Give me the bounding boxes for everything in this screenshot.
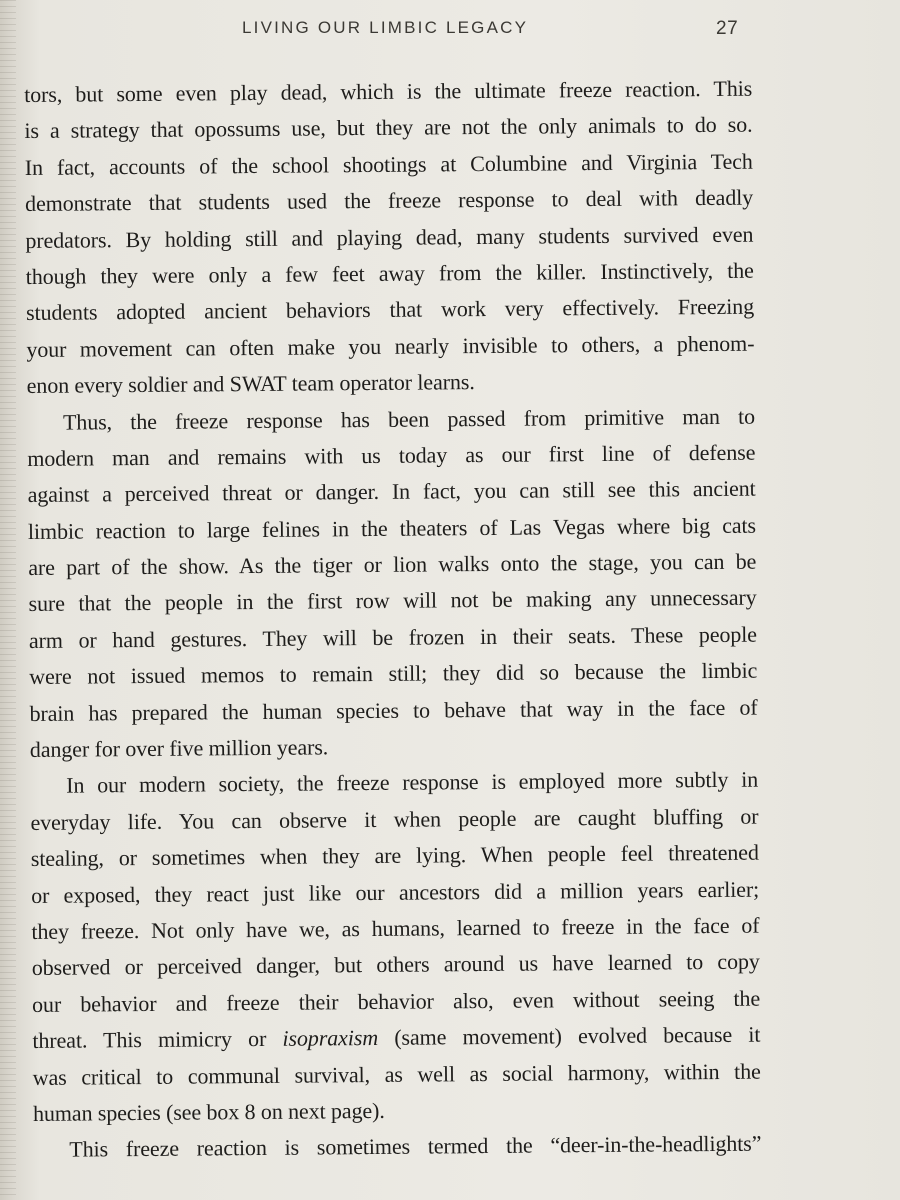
text-line: though they were only a few feet away from the killer. Instinctively, the xyxy=(25,257,754,289)
text-line: or exposed, they react just like our ancestors did a million years earlier; xyxy=(31,876,760,908)
text-line: is a strategy that opossums use, but they are not the only animals to do so. xyxy=(24,112,753,144)
text-line: they freeze. Not only have we, as humans, learned to freeze in the face of xyxy=(31,912,760,944)
running-head-title: LIVING OUR LIMBIC LEGACY xyxy=(242,18,529,37)
text-line: sure that the people in the first row will not be making any unnecessary xyxy=(28,585,757,617)
text-line: demonstrate that students used the freeze response to deal with deadly xyxy=(24,184,754,217)
text-line: against a perceived threat or danger. In fact, you can still see this ancient xyxy=(27,475,756,508)
text-line: In our modern society, the freeze response is employed more subtly in xyxy=(66,767,759,799)
italic-term: isopraxism xyxy=(282,1025,379,1051)
page-number: 27 xyxy=(716,18,739,39)
text-segment: threat. This mimicry or xyxy=(32,1025,283,1054)
text-line: arm or hand gestures. They will be frozen in their seats. These people xyxy=(28,621,757,653)
text-line: human species (see box 8 on next page). xyxy=(32,1097,385,1126)
text-line: In fact, accounts of the school shootings at Columbine and Virginia Tech xyxy=(24,148,753,180)
text-line: brain has prepared the human species to behave that way in the face of xyxy=(29,694,758,726)
text-line: predators. By holding still and playing dead, many students survived even xyxy=(25,221,754,253)
text-line: stealing, or sometimes when they are lying. When people feel threatened xyxy=(30,839,759,872)
text-line: our behavior and freeze their behavior also, even without seeing the xyxy=(31,985,761,1017)
text-line: danger for over five million years. xyxy=(29,734,329,763)
text-line: are part of the show. As the tiger or lion walks onto the stage, you can be xyxy=(28,548,757,581)
page-stack-edge xyxy=(0,0,16,1200)
text-line: modern man and remains with us today as our first line of defense xyxy=(27,439,756,471)
text-line: This freeze reaction is sometimes termed the “deer-in-the-headlights” xyxy=(69,1130,762,1162)
body-text xyxy=(24,71,761,1169)
text-line: was critical to communal survival, as well as social harmony, within the xyxy=(32,1058,761,1090)
text-line: observed or perceived danger, but others around us have learned to copy xyxy=(31,948,760,981)
text-line: students adopted ancient behaviors that work very effectively. Freezing xyxy=(25,293,755,326)
text-line-with-italic xyxy=(32,1017,760,1060)
running-head xyxy=(0,18,900,44)
text-line: everyday life. You can observe it when people are caught bluffing or xyxy=(30,803,759,835)
text-line: tors, but some even play dead, which is the ultimate freeze reaction. This xyxy=(24,75,753,107)
text-line: Thus, the freeze response has been passed from primitive man to xyxy=(62,403,756,435)
text-line: limbic reaction to large felines in the theaters of Las Vegas where big cats xyxy=(27,512,757,544)
text-line: were not issued memos to remain still; they did so because the limbic xyxy=(29,657,758,690)
text-line: your movement can often make you nearly invisible to others, a phenom- xyxy=(26,330,755,362)
text-segment: (same movement) evolved because it xyxy=(377,1021,761,1051)
text-line: enon every soldier and SWAT team operator learns. xyxy=(26,369,475,399)
